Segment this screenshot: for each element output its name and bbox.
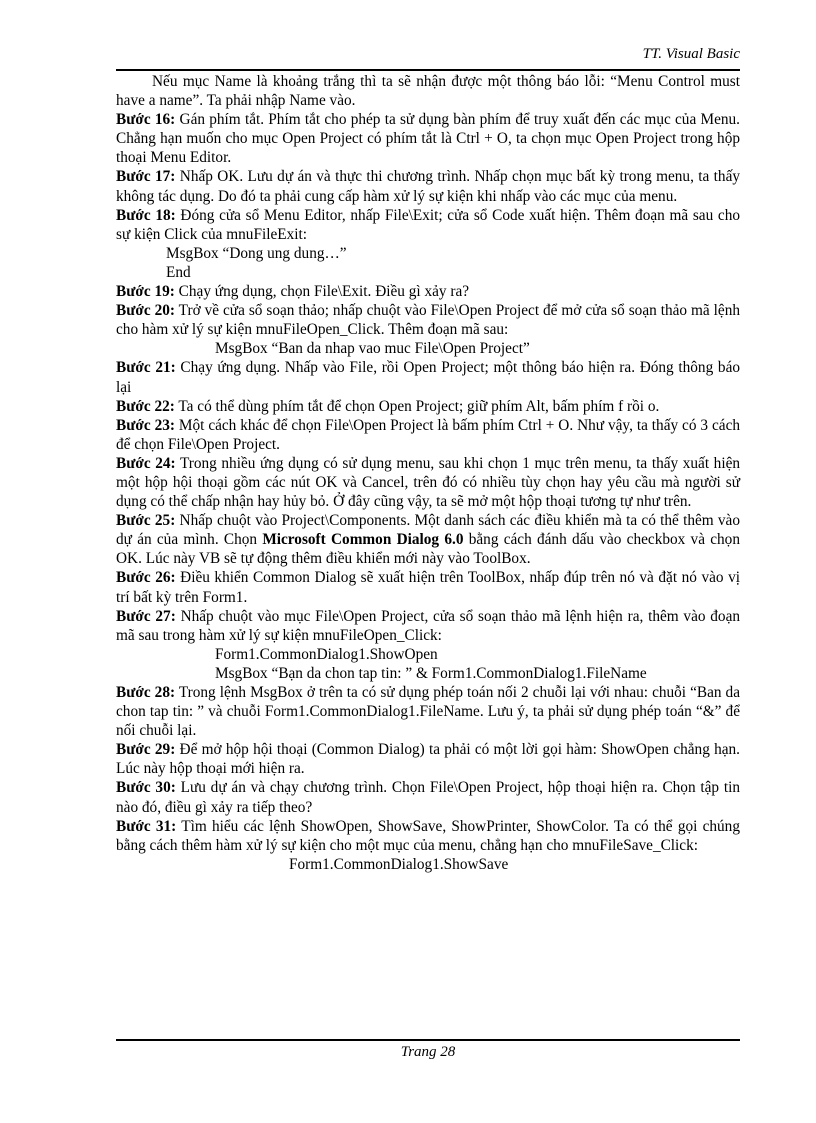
step-25: [116, 511, 740, 568]
step-text: Trở về cửa sổ soạn thảo; nhấp chuột vào File\Open Project để mở cửa sổ soạn thảo mã lệnh cho hàm xử lý sự kiện mnuFileOpen_Click. Thêm đoạn mã sau:: [116, 302, 740, 339]
step-text: Để mở hộp hội thoại (Common Dialog) ta phải có một lời gọi hàm: ShowOpen chẳng hạn. Lúc này hộp thoại mới hiện ra.: [116, 741, 741, 778]
step-23: [116, 416, 740, 454]
step-label: Bước 18:: [116, 206, 176, 224]
step-20: [116, 301, 740, 339]
intro-paragraph: Nếu mục Name là khoảng trắng thì ta sẽ nhận được một thông báo lỗi: “Menu Control must have a name”. Ta phải nhập Name vào.: [116, 73, 740, 110]
code-line: MsgBox “Ban da nhap vao muc File\Open Project”: [215, 340, 530, 358]
step-18: [116, 206, 740, 244]
step-label: Bước 26:: [116, 569, 176, 587]
footer-rule: [116, 1039, 740, 1041]
step-bold-text: Microsoft Common Dialog 6.0: [262, 531, 464, 549]
code-line: Form1.CommonDialog1.ShowSave: [289, 855, 509, 873]
step-text: Trong lệnh MsgBox ở trên ta có sử dụng phép toán nối 2 chuỗi lại với nhau: chuỗi “Ban da chon tap tin: ” và chuỗi Form1.CommonDialog1.FileName. Lưu ý, ta phải sử dụng phép toán “&” để nối chuỗi lại.: [116, 684, 740, 740]
step-label: Bước 30:: [116, 779, 176, 797]
step-text: Gán phím tắt. Phím tắt cho phép ta sử dụng bàn phím để truy xuất đến các mục của Menu. Chẳng hạn muốn cho mục Open Project có phím tắt là Ctrl + O, ta chọn mục Open Project trong hộp thoại Menu Editor.: [116, 111, 740, 167]
code-line: MsgBox “Bạn da chon tap tin: ” & Form1.CommonDialog1.FileName: [215, 664, 647, 682]
step-label: Bước 23:: [116, 416, 175, 434]
step-label: Bước 25:: [116, 512, 176, 530]
step-text: Nhấp chuột vào mục File\Open Project, cửa sổ soạn thảo mã lệnh hiện ra, thêm vào đoạn mã sau trong hàm xử lý sự kiện mnuFileOpen_Click:: [116, 607, 741, 644]
page-body: [116, 72, 740, 874]
step-label: Bước 29:: [116, 741, 176, 759]
step-label: Bước 21:: [116, 359, 176, 377]
step-label: Bước 17:: [116, 168, 176, 186]
step-label: Bước 19:: [116, 283, 175, 301]
step-label: Bước 22:: [116, 397, 175, 415]
step-text: Nhấp OK. Lưu dự án và thực thi chương trình. Nhấp chọn mục bất kỳ trong menu, ta thấy không tác dụng. Do đó ta phải cung cấp hàm xử lý sự kiện khi nhấp vào các mục của menu.: [116, 168, 741, 205]
step-text: Chạy ứng dụng. Nhấp vào File, rồi Open Project; một thông báo hiện ra. Đóng thông báo lại: [116, 359, 741, 396]
page-number: Trang 28: [400, 1044, 456, 1060]
step-label: Bước 27:: [116, 607, 176, 625]
step-text: Điều khiển Common Dialog sẽ xuất hiện trên ToolBox, nhấp đúp trên nó và đặt nó vào vị trí bất kỳ trên Form1.: [116, 569, 741, 606]
step-text: bằng cách đánh dấu vào checkbox và chọn OK. Lúc này VB sẽ tự động thêm điều khiển mới này vào ToolBox.: [116, 531, 740, 568]
code-line: Form1.CommonDialog1.ShowOpen: [215, 645, 438, 663]
step-text: Trong nhiều ứng dụng có sử dụng menu, sau khi chọn 1 mục trên menu, ta thấy xuất hiện một hộp hội thoại gồm các nút OK và Cancel, trên đó có nhiều tùy chọn hay yêu cầu mà người sử dụng có thể chấp nhận hay hủy bỏ. Ở đây cũng vậy, ta sẽ mở một hộp thoại tương tự như trên.: [116, 454, 741, 511]
code-line: End: [166, 263, 191, 281]
step-label: Bước 20:: [116, 302, 175, 320]
step-text: Ta có thể dùng phím tắt để chọn Open Project; giữ phím Alt, bấm phím f rồi o.: [174, 397, 660, 415]
header-rule: [116, 69, 740, 71]
step-label: Bước 24:: [116, 454, 176, 472]
step-text: Một cách khác để chọn File\Open Project là bấm phím Ctrl + O. Như vậy, ta thấy có 3 cách để chọn File\Open Project.: [116, 416, 741, 453]
code-line: MsgBox “Dong ung dung…”: [166, 244, 347, 262]
step-26: [116, 568, 740, 606]
step-16: [116, 110, 740, 167]
running-header-title: TT. Visual Basic: [642, 46, 740, 62]
step-27: [116, 607, 740, 645]
step-17: [116, 167, 740, 205]
step-30: [116, 778, 740, 816]
step-text: Đóng cửa sổ Menu Editor, nhấp File\Exit; cửa sổ Code xuất hiện. Thêm đoạn mã sau cho sự kiện Click của mnuFileExit:: [116, 206, 740, 243]
step-24: [116, 454, 740, 511]
step-21: [116, 358, 740, 396]
step-19: [116, 282, 740, 301]
step-label: Bước 28:: [116, 684, 176, 701]
step-29: [116, 740, 740, 778]
step-label: Bước 31:: [116, 817, 177, 835]
step-22: [116, 397, 740, 416]
step-text: Nhấp chuột vào Project\Components. Một danh sách các điều khiển mà ta có thể thêm vào dự án của mình. Chọn: [116, 512, 740, 549]
step-text: Lưu dự án và chạy chương trình. Chọn File\Open Project, hộp thoại hiện ra. Chọn tập tin nào đó, điều gì xảy ra tiếp theo?: [116, 779, 741, 816]
step-text: Tìm hiểu các lệnh ShowOpen, ShowSave, ShowPrinter, ShowColor. Ta có thể gọi chúng bằng cách thêm hàm xử lý sự kiện cho một mục của menu, chẳng hạn cho mnuFileSave_Click:: [116, 817, 740, 854]
step-label: Bước 16:: [116, 111, 176, 129]
step-28: [116, 683, 740, 740]
step-31: [116, 817, 740, 855]
step-text: Chạy ứng dụng, chọn File\Exit. Điều gì xảy ra?: [174, 283, 470, 301]
